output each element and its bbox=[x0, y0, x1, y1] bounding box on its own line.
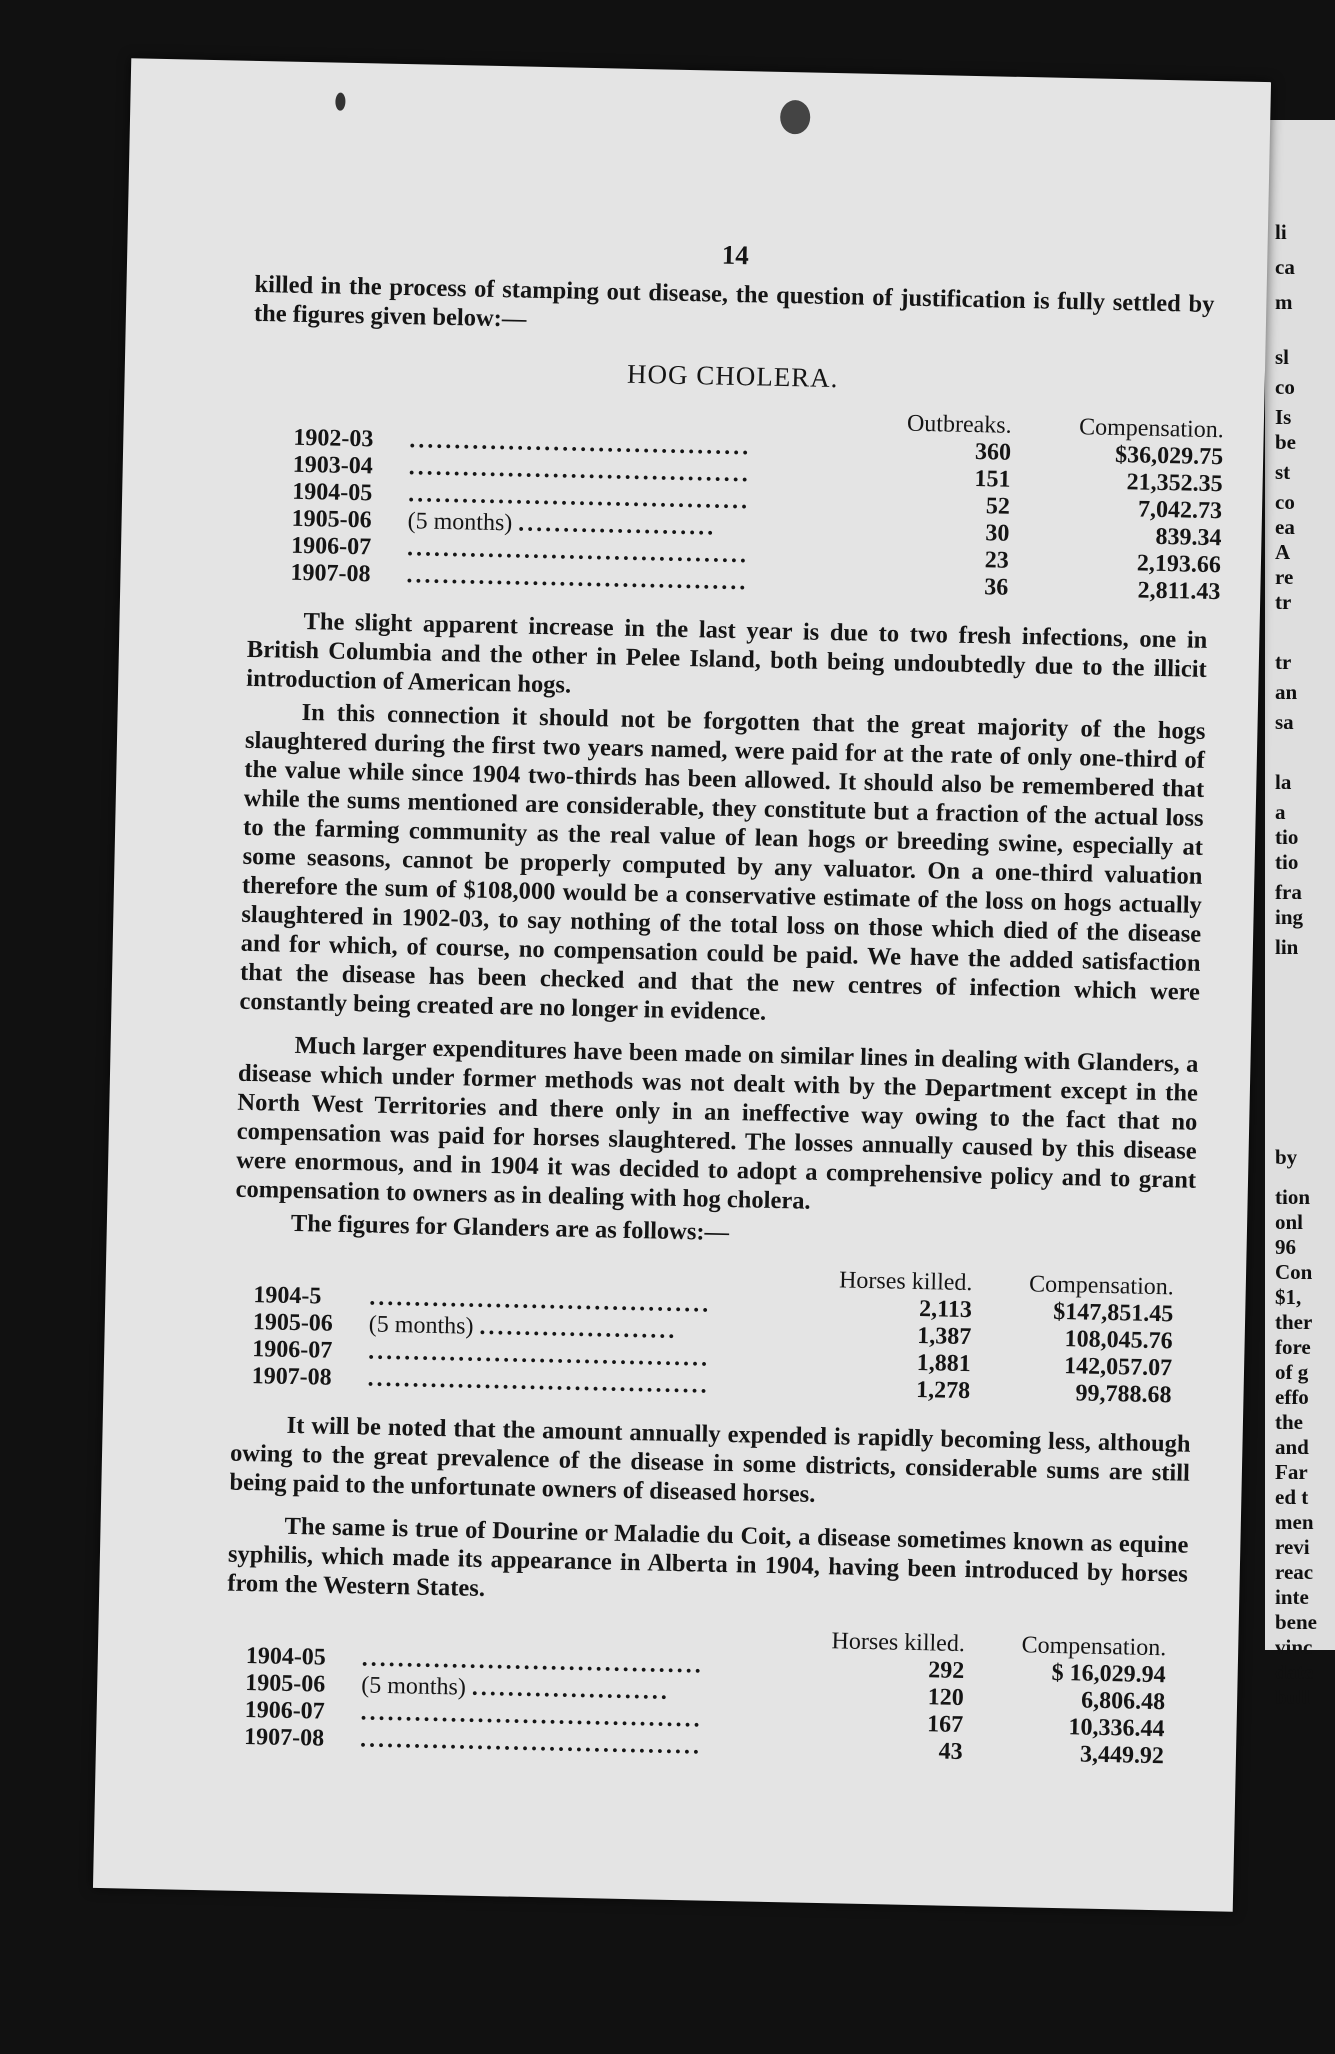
count-cell: 167 bbox=[926, 1711, 964, 1739]
glanders-intro: The figures for Glanders are as follows:— bbox=[290, 1209, 730, 1247]
count-cell: 1,278 bbox=[915, 1376, 971, 1405]
facing-page-fragment: Con bbox=[1275, 1260, 1313, 1284]
facing-page-fragment: be bbox=[1275, 430, 1296, 454]
facing-page-fragment: tr bbox=[1275, 650, 1292, 674]
year-cell: 1905-06 bbox=[291, 505, 372, 534]
count-cell: 292 bbox=[928, 1657, 965, 1685]
facing-page-fragment: Far bbox=[1275, 1460, 1308, 1484]
facing-page-fragment: li bbox=[1275, 220, 1287, 244]
count-cell: 120 bbox=[927, 1684, 964, 1712]
count-cell: 151 bbox=[974, 466, 1011, 493]
year-cell: 1906-07 bbox=[290, 532, 372, 561]
year-cell: 1907-08 bbox=[290, 559, 371, 588]
facing-page-fragment: la bbox=[1275, 770, 1292, 794]
facing-page-fragment: A bbox=[1275, 540, 1291, 564]
compensation-cell: 2,811.43 bbox=[1137, 577, 1221, 606]
count-cell: 1,881 bbox=[916, 1350, 971, 1378]
compensation-cell: $ 16,029.94 bbox=[1051, 1659, 1166, 1689]
glanders-table bbox=[251, 1255, 1174, 1409]
year-cell: 1902-03 bbox=[293, 424, 374, 453]
page-content bbox=[223, 231, 1225, 1791]
facing-page-fragment: a bbox=[1275, 800, 1286, 824]
dot-leader: ...................................... bbox=[361, 1645, 705, 1679]
facing-page bbox=[1265, 120, 1335, 1709]
facing-page-fragment: co bbox=[1275, 375, 1295, 399]
ink-blot bbox=[335, 93, 345, 111]
year-cell: 1907-08 bbox=[243, 1723, 325, 1752]
facing-page-fragment: Is bbox=[1275, 405, 1292, 429]
ink-blot bbox=[780, 100, 811, 135]
column-header: Compensation. bbox=[1021, 1632, 1167, 1662]
dot-leader: ...................... bbox=[471, 1674, 671, 1705]
facing-page-fragment: ca bbox=[1275, 255, 1295, 279]
facing-page-fragment: lin bbox=[1275, 935, 1299, 959]
dot-leader: ...................... bbox=[518, 510, 717, 541]
count-cell: 36 bbox=[983, 574, 1009, 601]
facing-page-fragment: inte bbox=[1275, 1585, 1309, 1609]
facing-page-fragment: effo bbox=[1275, 1385, 1309, 1409]
facing-page-fragment: $1, bbox=[1275, 1285, 1302, 1309]
period-note: (5 months) bbox=[407, 508, 513, 537]
facing-page-fragment: ing bbox=[1275, 905, 1304, 929]
paragraph: Much larger expenditures have been made on similar lines in dealing with Glanders, a disease which under former methods was not dealt with by the Department except in the North West Territories and there only in an ineffective way owing to the fact that no compensation was paid for horses slaughtered. The losses annually caused by this disease were enormous, and in 1904 it was decided to adopt a comprehensive policy and to grant compensation to owners as in dealing with hog cholera. bbox=[235, 1031, 1199, 1215]
page-number: 14 bbox=[721, 239, 750, 271]
year-cell: 1903-04 bbox=[292, 451, 374, 480]
period-note: (5 months) bbox=[368, 1311, 474, 1340]
dot-leader: ...................................... bbox=[406, 562, 749, 596]
facing-page-fragment: tion bbox=[1275, 1185, 1311, 1209]
column-header: Outbreaks. bbox=[906, 410, 1012, 439]
paragraph: It will be noted that the amount annually expended is rapidly becoming less, although owing to the great prevalence of the disease in some districts, considerable sums are still being paid to the unfortunate owners of diseased horses. bbox=[229, 1411, 1191, 1508]
document-page bbox=[93, 58, 1271, 1911]
facing-page-fragment: ther bbox=[1275, 1310, 1313, 1334]
compensation-cell: 21,352.35 bbox=[1126, 469, 1223, 498]
facing-page-fragment: m bbox=[1275, 290, 1293, 314]
count-cell: 52 bbox=[985, 493, 1011, 520]
facing-page-fragment: tio bbox=[1275, 825, 1299, 849]
facing-page-fragment: 96 bbox=[1275, 1235, 1296, 1259]
facing-page-fragment: fore bbox=[1275, 1335, 1311, 1359]
compensation-cell: $147,851.45 bbox=[1052, 1298, 1174, 1328]
dot-leader: ...................................... bbox=[359, 1726, 703, 1760]
facing-page-fragment: vinc bbox=[1275, 1635, 1313, 1659]
compensation-cell: 7,042.73 bbox=[1137, 496, 1223, 525]
facing-page-fragment: bene bbox=[1275, 1610, 1317, 1634]
year-cell: 1905-06 bbox=[252, 1309, 334, 1337]
dot-leader: ...................................... bbox=[406, 535, 750, 569]
facing-page-fragment: re bbox=[1275, 565, 1294, 589]
paragraph: The slight apparent increase in the last year is due to two fresh infections, one in British Columbia and the other in Pelee Island, both being undoubtedly due to the illicit introduction of American hogs. bbox=[246, 607, 1208, 699]
dot-leader: ...................................... bbox=[407, 481, 751, 515]
facing-page-fragment: onl bbox=[1275, 1210, 1304, 1234]
compensation-cell: 99,788.68 bbox=[1075, 1380, 1172, 1409]
facing-page-fragment: sl bbox=[1275, 345, 1290, 369]
compensation-cell: $36,029.75 bbox=[1114, 441, 1224, 471]
compensation-cell: 3,449.92 bbox=[1079, 1741, 1165, 1770]
hog-cholera-heading: HOG CHOLERA. bbox=[626, 358, 839, 394]
facing-page-fragment: date bbox=[1275, 1660, 1314, 1684]
dot-leader: ...................................... bbox=[369, 1284, 712, 1318]
facing-page-fragment: ea bbox=[1275, 515, 1295, 539]
compensation-cell: 839.34 bbox=[1155, 523, 1222, 552]
dot-leader: ...................... bbox=[479, 1313, 678, 1344]
facing-page-fragment: tr bbox=[1275, 590, 1292, 614]
facing-page-fragment: co bbox=[1275, 490, 1295, 514]
facing-page-fragment: an bbox=[1275, 680, 1298, 704]
year-cell: 1904-05 bbox=[245, 1643, 327, 1671]
column-header: Horses killed. bbox=[831, 1628, 966, 1658]
facing-page-fragment: and bbox=[1275, 1435, 1309, 1459]
facing-page-fragment: revi bbox=[1275, 1535, 1310, 1559]
compensation-cell: 2,193.66 bbox=[1136, 550, 1222, 579]
year-cell: 1905-06 bbox=[245, 1670, 326, 1698]
year-cell: 1904-5 bbox=[253, 1282, 322, 1310]
year-cell: 1906-07 bbox=[244, 1697, 325, 1725]
dot-leader: ...................................... bbox=[409, 427, 752, 461]
facing-page-fragment: bull bbox=[1275, 1685, 1311, 1709]
facing-page-fragment: fra bbox=[1275, 880, 1302, 904]
column-header: Horses killed. bbox=[838, 1267, 973, 1297]
compensation-cell: 108,045.76 bbox=[1064, 1326, 1173, 1355]
year-cell: 1907-08 bbox=[251, 1363, 332, 1391]
compensation-cell: 142,057.07 bbox=[1063, 1353, 1173, 1382]
dot-leader: ...................................... bbox=[408, 454, 751, 488]
count-cell: 43 bbox=[938, 1738, 963, 1766]
facing-page-fragment: st bbox=[1275, 460, 1291, 484]
dot-leader: ...................................... bbox=[367, 1338, 711, 1372]
period-note: (5 months) bbox=[360, 1672, 467, 1701]
facing-page-fragment: by bbox=[1275, 1145, 1298, 1169]
hog-cholera-table bbox=[290, 398, 1224, 606]
dourine-table bbox=[244, 1616, 1167, 1770]
facing-page-fragment: of g bbox=[1275, 1360, 1309, 1384]
dot-leader: ...................................... bbox=[360, 1699, 703, 1733]
paragraph: The same is true of Dourine or Maladie du Coit, a disease sometimes known as equine syphilis, which made its appearance in Alberta in 1904, having been introduced by horses from the Western States. bbox=[227, 1512, 1189, 1603]
facing-page-fragment: men bbox=[1275, 1510, 1314, 1534]
facing-page-fragment: tio bbox=[1275, 850, 1299, 874]
count-cell: 2,113 bbox=[918, 1296, 973, 1324]
year-cell: 1904-05 bbox=[291, 478, 373, 507]
facing-page-fragment: reac bbox=[1275, 1560, 1314, 1584]
compensation-cell: 6,806.48 bbox=[1080, 1687, 1166, 1716]
column-header: Compensation. bbox=[1078, 414, 1225, 444]
count-cell: 1,387 bbox=[917, 1323, 972, 1351]
facing-page-fragment: the bbox=[1275, 1410, 1303, 1434]
count-cell: 23 bbox=[984, 547, 1010, 574]
facing-page-fragment: sa bbox=[1275, 710, 1294, 734]
year-cell: 1906-07 bbox=[252, 1336, 333, 1364]
dot-leader: ...................................... bbox=[367, 1365, 710, 1399]
facing-page-fragment: ed t bbox=[1275, 1485, 1309, 1509]
compensation-cell: 10,336.44 bbox=[1068, 1714, 1165, 1743]
column-header: Compensation. bbox=[1028, 1271, 1175, 1301]
count-cell: 30 bbox=[985, 520, 1010, 547]
count-cell: 360 bbox=[974, 439, 1012, 466]
intro-paragraph: killed in the process of stamping out disease, the question of justification is fully settled by the figures given below:— bbox=[253, 270, 1215, 333]
paragraph: In this connection it should not be forgotten that the great majority of the hogs slaughtered during the first two years named, were paid for at the rate of only one-third of the value while since 1904 two-thirds has been allowed. It should also be remembered that while the sums mentioned are considerable, they constitute but a fraction of the actual loss to the farming community as the real value of lean hogs or breeding swine, especially at some seasons, cannot be properly computed by any valuator. On a one-third valuation therefore the sum of $108,000 would be a conservative estimate of the loss on hogs actually slaughtered in 1902-03, to say nothing of the total loss on those which died of the disease and for which, of course, no compensation could be paid. We have the added satisfaction that the disease has been checked and that the new centres of infection which were constantly being created are no longer in evidence. bbox=[239, 698, 1206, 1026]
